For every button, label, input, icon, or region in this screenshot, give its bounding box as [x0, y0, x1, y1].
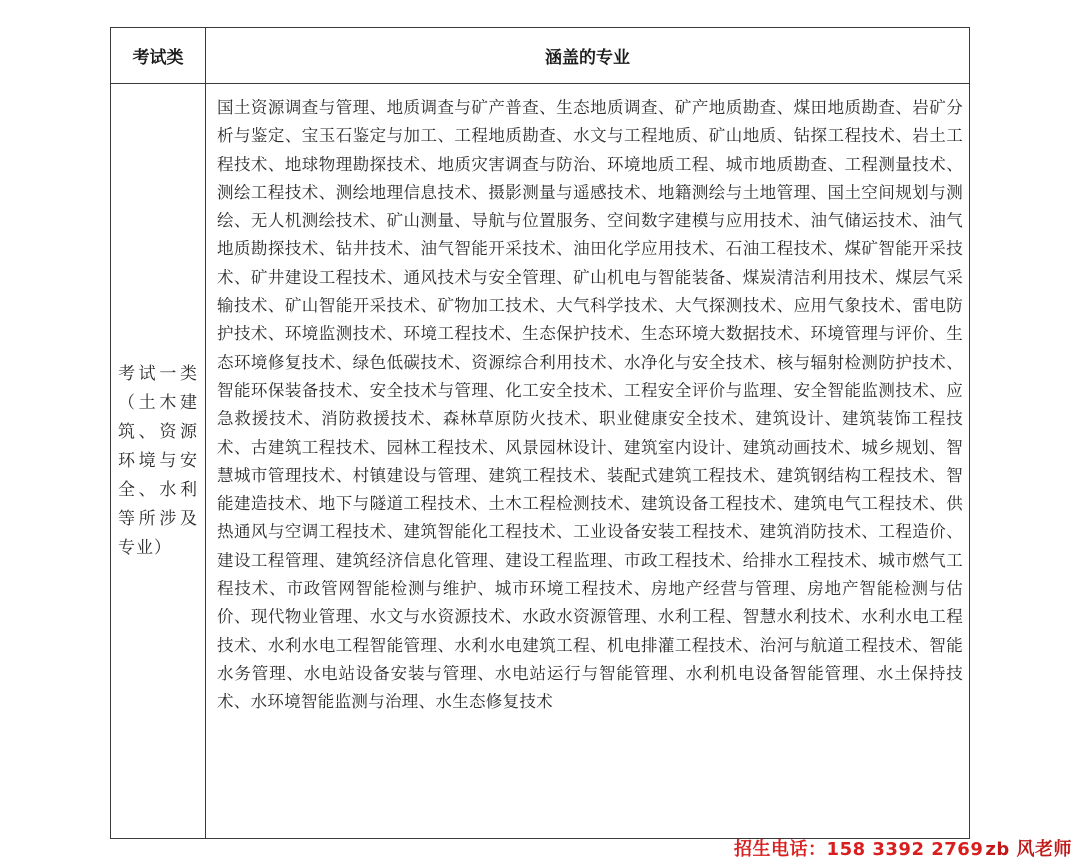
category-cell: [111, 84, 205, 838]
majors-text: 国土资源调查与管理、地质调查与矿产普查、生态地质调查、矿产地质勘查、煤田地质勘查、岩矿分析与鉴定、宝玉石鉴定与加工、工程地质勘查、水文与工程地质、矿山地质、钻探工程技术、岩土工程技术、地球物理勘探技术、地质灾害调查与防治、环境地质工程、城市地质勘查、工程测量技术、测绘工程技术、测绘地理信息技术、摄影测量与遥感技术、地籍测绘与土地管理、国土空间规划与测绘、无人机测绘技术、矿山测量、导航与位置服务、空间数字建模与应用技术、油气储运技术、油气地质勘探技术、钻井技术、油气智能开采技术、油田化学应用技术、石油工程技术、煤矿智能开采技术、矿井建设工程技术、通风技术与安全管理、矿山机电与智能装备、煤炭清洁利用技术、煤层气采输技术、矿山智能开采技术、矿物加工技术、大气科学技术、大气探测技术、应用气象技术、雷电防护技术、环境监测技术、环境工程技术、生态保护技术、生态环境大数据技术、环境管理与评价、生态环境修复技术、绿色低碳技术、资源综合利用技术、水净化与安全技术、核与辐射检测防护技术、智能环保装备技术、安全技术与管理、化工安全技术、工程安全评价与监理、安全智能监测技术、应急救援技术、消防救援技术、森林草原防火技术、职业健康安全技术、建筑设计、建筑装饰工程技术、古建筑工程技术、园林工程技术、风景园林设计、建筑室内设计、建筑动画技术、城乡规划、智慧城市管理技术、村镇建设与管理、建筑工程技术、装配式建筑工程技术、建筑钢结构工程技术、智能建造技术、地下与隧道工程技术、土木工程检测技术、建筑设备工程技术、建筑电气工程技术、供热通风与空调工程技术、建筑智能化工程技术、工业设备安装工程技术、建筑消防技术、工程造价、建设工程管理、建筑经济信息化管理、建设工程监理、市政工程技术、给排水工程技术、城市燃气工程技术、市政管网智能检测与维护、城市环境工程技术、房地产经营与管理、房地产智能检测与估价、现代物业管理、水文与水资源技术、水政水资源管理、水利工程、智慧水利技术、水利水电工程技术、水利水电工程智能管理、水利水电建筑工程、机电排灌工程技术、治河与航道工程技术、智能水务管理、水电站设备安装与管理、水电站运行与智能管理、水利机电设备智能管理、水土保持技术、水环境智能监测与治理、水生态修复技术: [217, 98, 963, 712]
majors-table: [110, 27, 970, 839]
phone-watermark: [734, 835, 1072, 861]
watermark-phone: 招生电话：158 3392 2769: [734, 839, 984, 860]
column-divider: [205, 28, 206, 838]
header-divider: [111, 83, 969, 84]
header-category: 考试类: [132, 48, 184, 68]
watermark-tail: zb 风老师: [985, 839, 1072, 860]
category-text: 考试一类（土木建筑、资源环境与安全、水利等所涉及专业）: [118, 363, 198, 558]
header-majors: 涵盖的专业: [545, 48, 630, 68]
